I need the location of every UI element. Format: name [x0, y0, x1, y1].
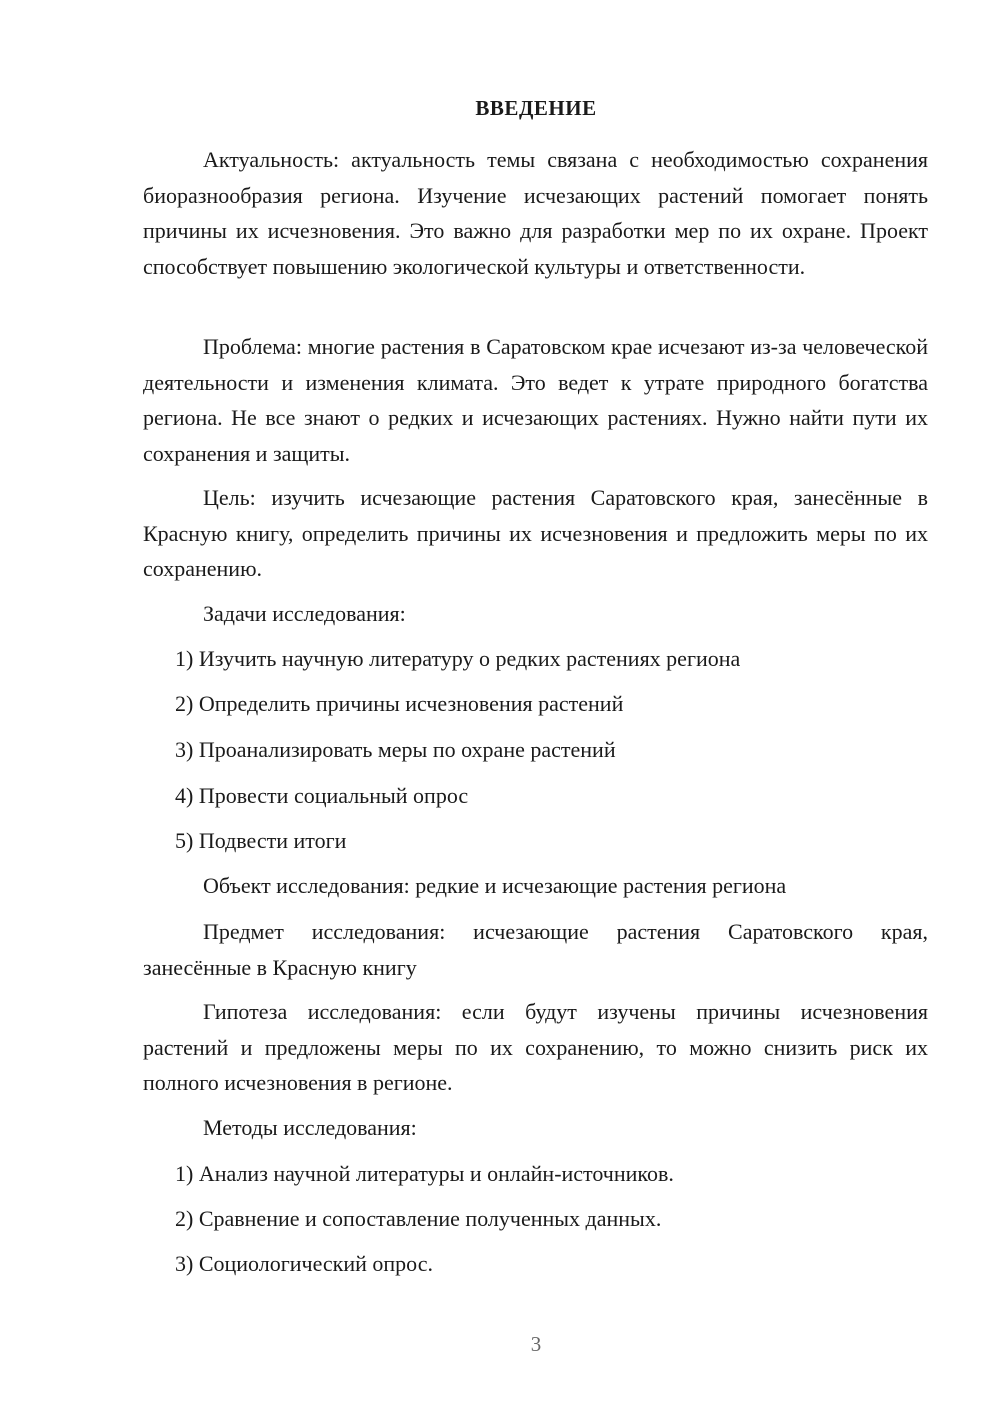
- task-item: 1) Изучить научную литературу о редких растениях региона: [175, 646, 741, 671]
- method-item: 3) Социологический опрос.: [175, 1251, 433, 1276]
- page-number: 3: [530, 1332, 542, 1356]
- relevance-paragraph: Актуальность: актуальность темы связана с необходимостью сохранения биоразнообразия региона. Изучение исчезающих растений помогает понять причины их исчезновения. Это важно для разработки мер по их охране. Проект способствует повышению экологической культуры и ответственности.: [143, 147, 928, 279]
- tasks-title: Задачи исследования:: [203, 601, 406, 626]
- task-item: 4) Провести социальный опрос: [175, 783, 469, 808]
- task-item: 3) Проанализировать меры по охране растений: [175, 737, 616, 762]
- task-item: 5) Подвести итоги: [175, 828, 347, 853]
- hypothesis-paragraph: Гипотеза исследования: если будут изучены причины исчезновения растений и предложены меры по их сохранению, то можно снизить риск их полного исчезновения в регионе.: [143, 999, 928, 1095]
- subject-paragraph: Предмет исследования: исчезающие растения Саратовского края, занесённые в Красную книгу: [143, 919, 928, 980]
- methods-title: Методы исследования:: [203, 1115, 417, 1140]
- method-item: 1) Анализ научной литературы и онлайн-источников.: [175, 1161, 674, 1186]
- method-item: 2) Сравнение и сопоставление полученных данных.: [175, 1206, 662, 1231]
- goal-paragraph: Цель: изучить исчезающие растения Саратовского края, занесённые в Красную книгу, определить причины их исчезновения и предложить меры по их сохранению.: [143, 485, 928, 581]
- object-paragraph: Объект исследования: редкие и исчезающие растения региона: [203, 873, 787, 898]
- task-item: 2) Определить причины исчезновения растений: [175, 691, 624, 716]
- page-heading: ВВЕДЕНИЕ: [475, 96, 597, 120]
- problem-paragraph: Проблема: многие растения в Саратовском крае исчезают из-за человеческой деятельности и изменения климата. Это ведет к утрате природного богатства региона. Не все знают о редких и исчезающих растениях. Нужно найти пути их сохранения и защиты.: [143, 334, 928, 466]
